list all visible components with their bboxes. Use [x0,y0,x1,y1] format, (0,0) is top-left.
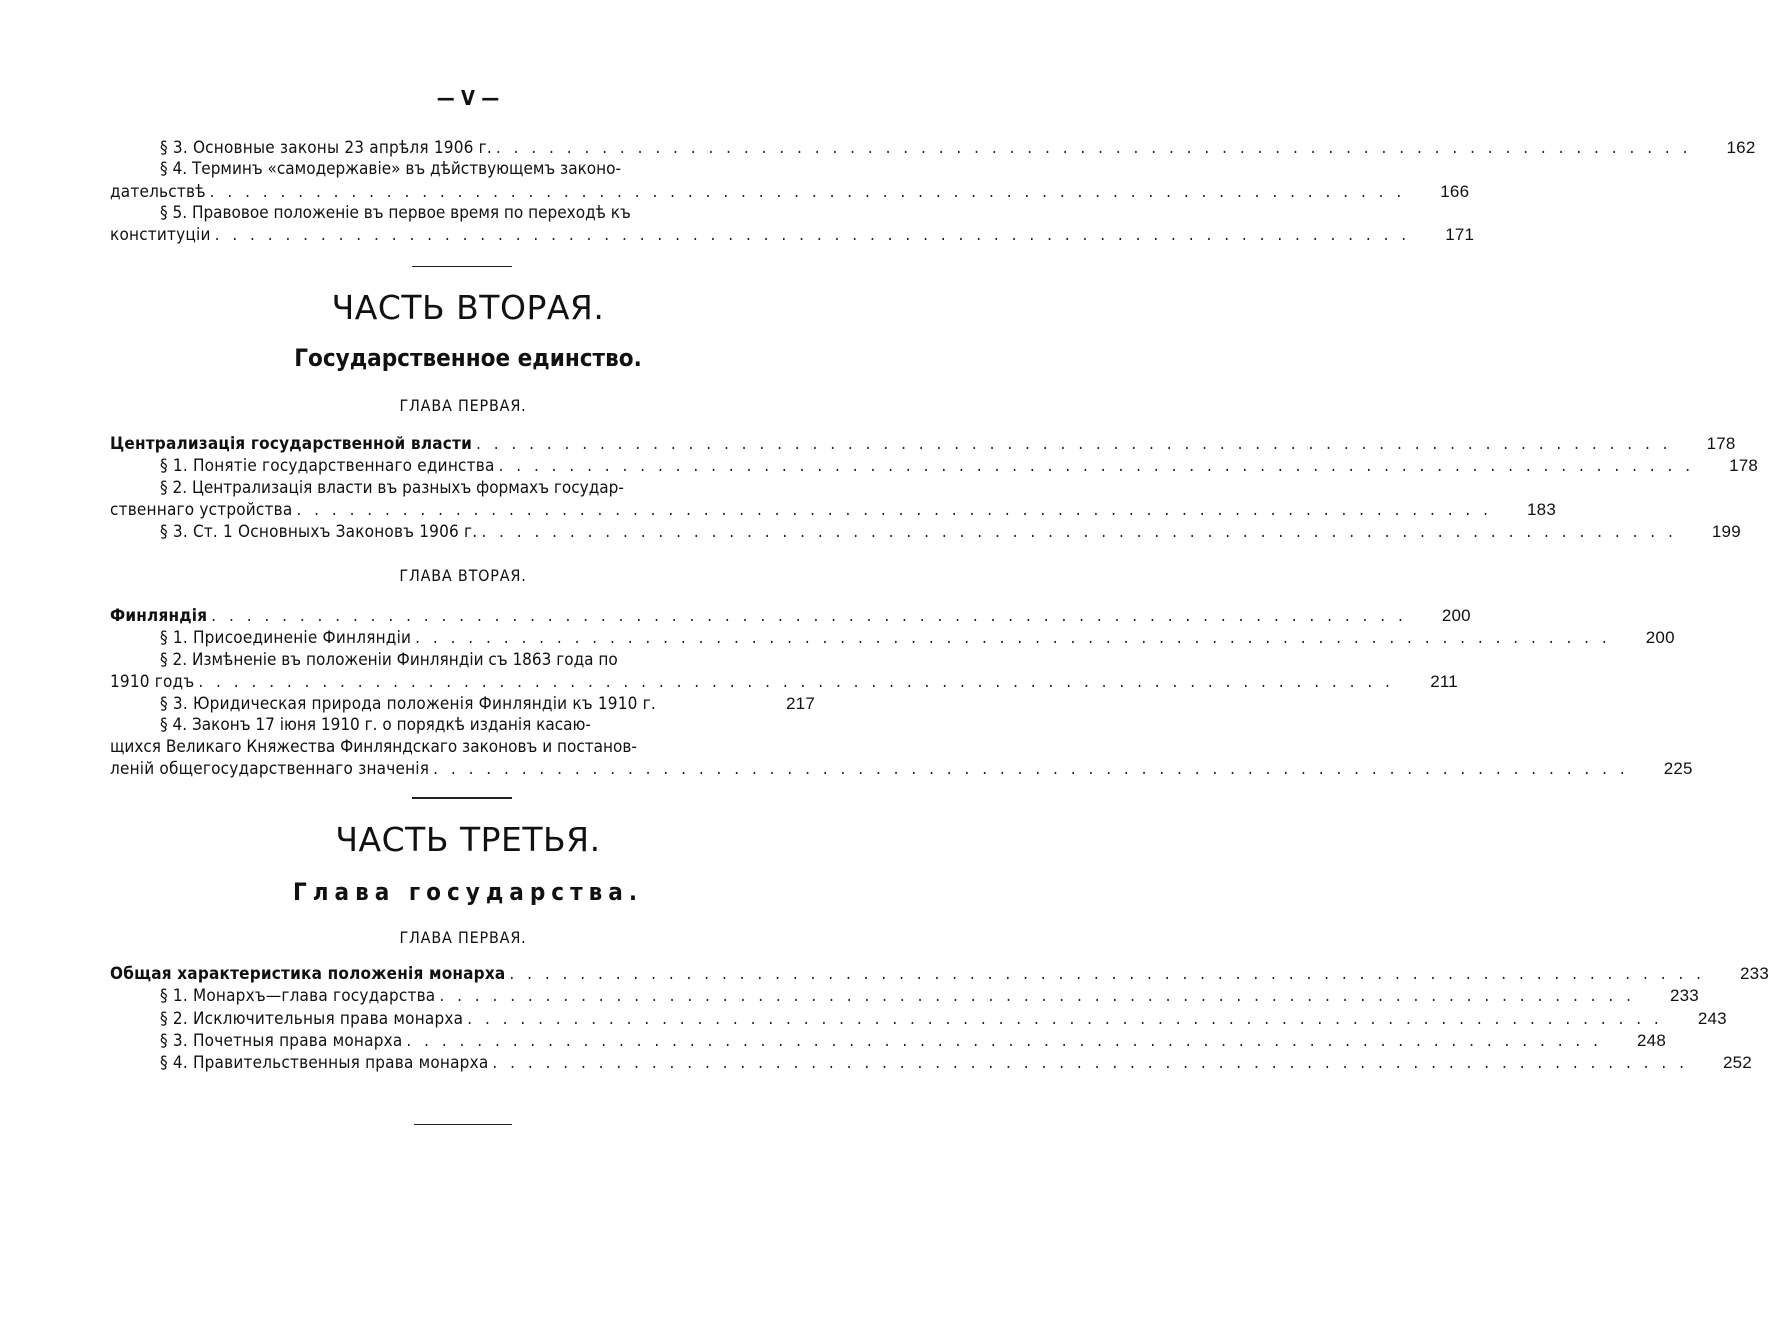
toc-entry-title-line3: леній общегосударственнаго значенія [110,759,430,780]
toc-entry-title: § 4. Правительственныя права монарха [160,1053,489,1074]
dot-leader [406,1031,1602,1052]
chapter-heading: Общая характеристика положенія монарха [110,964,506,984]
toc-entry [110,1008,1727,1030]
toc-entry-title: § 3. Почетныя права монарха [160,1030,403,1051]
toc-chapter-2-2 [110,605,1693,780]
toc-entry-page: 225 [1663,759,1693,779]
dot-leader [467,1009,1663,1030]
toc-entry [110,1052,1752,1074]
toc-entry-page: 211 [1430,671,1458,691]
part-title: ЧАСТЬ ТРЕТЬЯ. [335,820,601,859]
toc-entry-page: 166 [1440,181,1470,201]
toc-entry-title-line2: 1910 годъ [110,671,195,692]
dot-leader [499,456,1695,477]
toc-entry [110,499,1556,521]
toc-entry-title-line1: § 5. Правовое положеніе въ первое время по переходѣ къ [160,202,631,223]
toc-chapter-3-1 [110,963,1769,1074]
dot-leader [210,182,1406,203]
toc-entry-title: § 1. Понятіе государственнаго единства [160,456,495,477]
dot-leader [476,434,1672,455]
section-divider [412,266,512,267]
dot-leader [211,606,1407,627]
toc-entry [110,455,1759,477]
toc-entry-title-line2: конституціи [110,225,211,246]
toc-entry-page: 233 [1669,986,1699,1006]
chapter-label: ГЛАВА ПЕРВАЯ. [399,928,527,947]
dot-leader [509,964,1705,985]
chapter-heading-entry [110,963,1769,985]
toc-entry-page: 200 [1645,628,1675,648]
toc-entry-title-line1: § 2. Измѣненіе въ положеніи Финляндіи съ 1863 года по [160,649,618,670]
toc-entry-title: § 1. Присоединеніе Финляндіи [160,628,412,649]
toc-chapter-2-1 [110,433,1759,543]
part-subtitle: Государственное единство. [294,344,642,372]
toc-entry-page: 233 [1740,964,1769,983]
dot-leader [415,628,1611,649]
chapter-label: ГЛАВА ПЕРВАЯ. [399,396,527,415]
toc-entry [110,224,1475,246]
dot-leader [439,986,1635,1007]
toc-entry-page: 252 [1723,1053,1752,1073]
toc-entry-title: § 1. Монархъ—глава государства [160,986,436,1007]
chapter-label: ГЛАВА ВТОРАЯ. [399,566,527,585]
toc-entry-title: § 3. Основные законы 23 апрѣля 1906 г. [160,138,492,158]
dot-leader [496,138,1692,159]
toc-entry [110,1030,1666,1052]
toc-entry-page: 183 [1527,499,1556,519]
toc-entry-title-line1: § 4. Терминъ «самодержавіе» въ дѣйствующемъ законо- [160,159,622,180]
toc-entry-title-line1: § 2. Централизація власти въ разныхъ формахъ государ- [160,477,624,498]
toc-entry-page: 217 [786,694,815,714]
toc-entry-title-line2: ственнаго устройства [110,499,293,520]
dot-leader [215,225,1411,246]
toc-entry-title-line2: дательствѣ [110,181,206,202]
toc-entry-page: 178 [1706,434,1736,453]
dot-leader [492,1053,1688,1074]
section-divider [412,797,512,799]
toc-entry [110,627,1675,649]
toc-entry [110,693,815,715]
part-title: ЧАСТЬ ВТОРАЯ. [331,288,605,327]
toc-entry [110,181,1470,203]
dot-leader [481,522,1677,543]
chapter-heading-entry [110,605,1471,627]
toc-entry [110,137,1756,159]
toc-entry-page: 178 [1729,456,1759,476]
toc-entry-page: 171 [1445,225,1475,245]
dot-leader [198,672,1394,693]
part-subtitle: Глава государства. [292,878,644,906]
dot-leader [433,759,1629,780]
chapter-heading: Финляндія [110,606,208,626]
page-number: — V — [436,86,500,110]
toc-entry-page: 248 [1637,1030,1666,1050]
toc-entry-page: 199 [1711,522,1741,542]
toc-entry [110,985,1699,1007]
toc-entry-title-line2: щихся Великаго Княжества Финляндскаго законовъ и постанов- [110,736,637,757]
chapter-heading: Централизація государственной власти [110,434,472,454]
toc-entry-title: § 3. Ст. 1 Основныхъ Законовъ 1906 г. [160,522,478,543]
toc-entry-page: 200 [1441,606,1471,625]
toc-entry-title-line1: § 4. Законъ 17 іюня 1910 г. о порядкѣ изданія касаю- [160,715,591,736]
toc-entry-title: § 3. Юридическая природа положенія Финляндіи къ 1910 г. [160,694,656,715]
toc-entry [110,758,1693,780]
toc-entry-page: 243 [1697,1008,1727,1028]
toc-entry-title: § 2. Исключительныя права монарха [160,1008,464,1029]
dot-leader [296,500,1492,521]
toc-entry [110,521,1741,543]
toc-block-1 [110,137,1756,246]
section-divider [414,1124,512,1125]
toc-entry [110,671,1458,693]
chapter-heading-entry [110,433,1736,455]
toc-entry-page: 162 [1726,138,1756,157]
